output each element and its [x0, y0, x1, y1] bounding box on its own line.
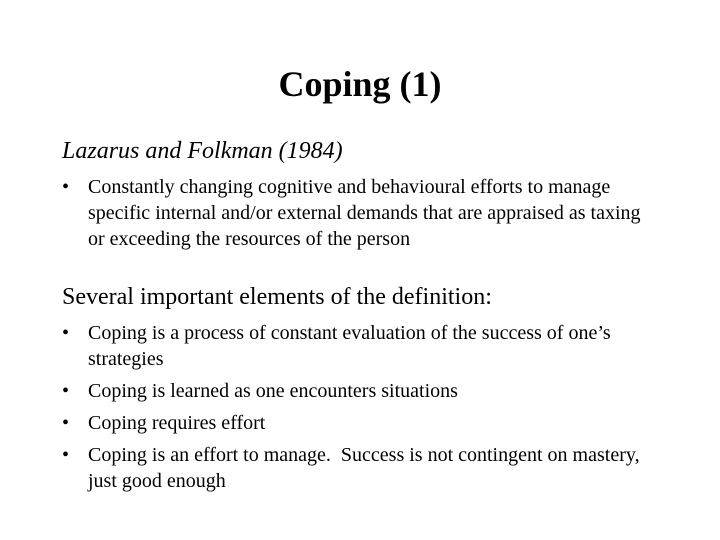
list-item [60, 378, 660, 404]
list-item-text: Constantly changing cognitive and behavioural efforts to manage specific internal and/or external demands that are appraised as taxing or exceeding the resources of the person [88, 176, 641, 250]
bullet-icon: • [62, 380, 70, 402]
definition-list [60, 174, 660, 258]
list-item-text: Coping requires effort [88, 412, 266, 434]
list-item-text: Coping is an effort to manage. Success is not contingent on mastery, just good enough [88, 444, 645, 492]
list-item [60, 174, 660, 252]
list-item [60, 320, 660, 372]
source-heading: Lazarus and Folkman (1984) [62, 138, 343, 164]
bullet-icon: • [62, 412, 70, 434]
list-item-text: Coping is learned as one encounters situations [88, 380, 458, 402]
slide-title: Coping (1) [278, 64, 442, 104]
elements-list [60, 320, 660, 500]
bullet-icon: • [62, 444, 70, 466]
bullet-icon: • [62, 322, 70, 344]
bullet-icon: • [62, 176, 70, 198]
list-item-text: Coping is a process of constant evaluation of the success of one’s strategies [88, 322, 611, 370]
list-item [60, 410, 660, 436]
list-item [60, 442, 660, 494]
elements-heading: Several important elements of the definition: [62, 284, 492, 310]
